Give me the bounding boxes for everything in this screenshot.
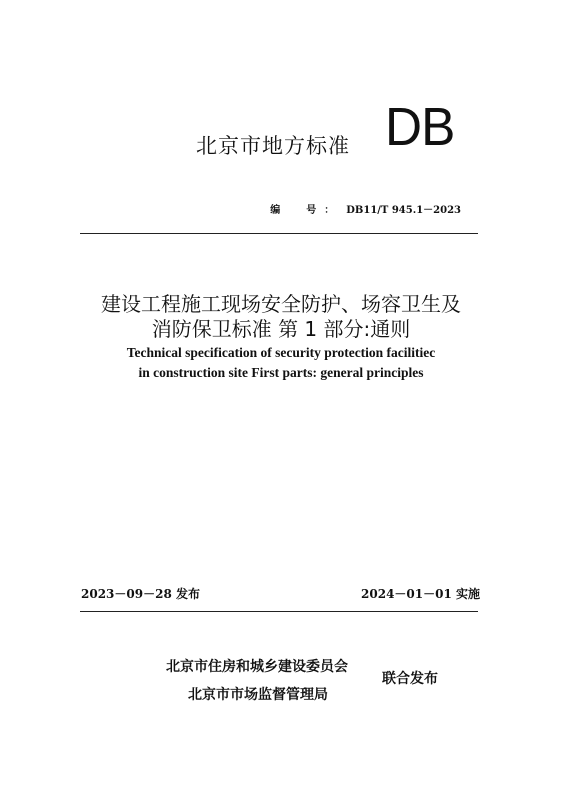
bottom-divider xyxy=(80,611,478,612)
standard-number-label: 编 号： xyxy=(270,205,343,216)
issuer-housing-commission: 北京市住房和城乡建设委员会 xyxy=(166,659,348,675)
issue-date: 2023－09－28 发布 xyxy=(81,587,200,601)
title-chinese-line-2: 消防保卫标准 第 1 部分:通则 xyxy=(151,317,411,341)
title-english-line-2: in construction site First parts: general principles xyxy=(138,365,424,380)
implementation-date: 2024－01－01 实施 xyxy=(361,587,480,601)
standard-type-label: 北京市地方标准 xyxy=(196,134,350,158)
title-chinese-line-1: 建设工程施工现场安全防护、场容卫生及 xyxy=(101,292,461,316)
standard-number-value: DB11/T 945.1－2023 xyxy=(346,205,461,216)
joint-issue-label: 联合发布 xyxy=(382,671,438,687)
title-english-line-1: Technical specification of security protection facilitiec xyxy=(126,345,436,360)
standard-number xyxy=(270,201,461,216)
db-logo: DB xyxy=(385,97,455,157)
top-divider xyxy=(80,233,478,234)
issuer-market-regulation: 北京市市场监督管理局 xyxy=(188,687,328,703)
